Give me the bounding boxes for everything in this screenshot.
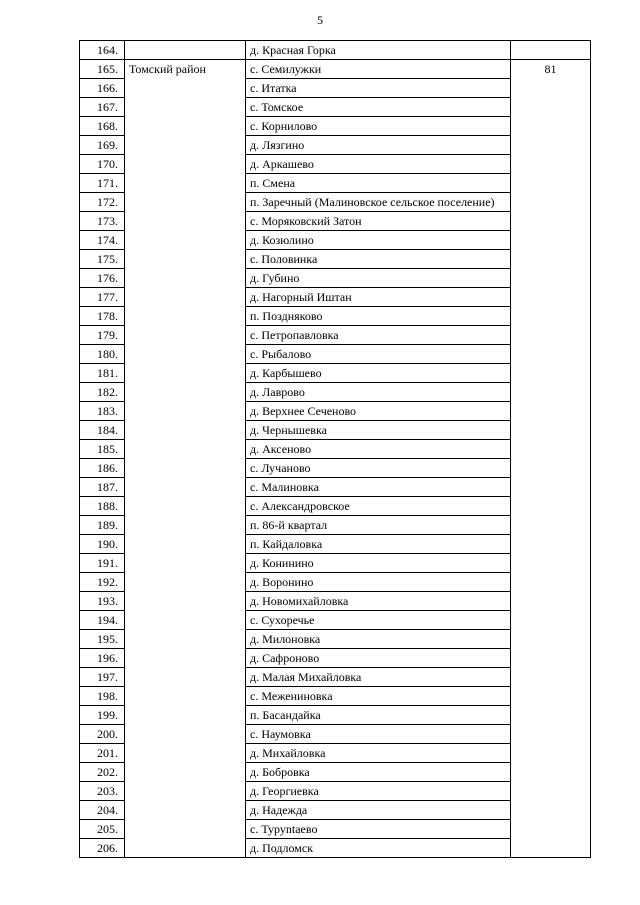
row-number: 197.	[80, 668, 125, 687]
row-number: 164.	[80, 41, 125, 60]
row-number: 204.	[80, 801, 125, 820]
row-number: 180.	[80, 345, 125, 364]
table-body	[80, 41, 591, 858]
settlement-name: с. Сухоречье	[246, 611, 511, 630]
row-number: 182.	[80, 383, 125, 402]
settlement-name: п. 86-й квартал	[246, 516, 511, 535]
row-number: 177.	[80, 288, 125, 307]
row-number: 202.	[80, 763, 125, 782]
settlement-name: с. Петропавловка	[246, 326, 511, 345]
row-number: 184.	[80, 421, 125, 440]
row-number: 172.	[80, 193, 125, 212]
row-number: 191.	[80, 554, 125, 573]
settlement-name: д. Верхнее Сеченово	[246, 402, 511, 421]
settlement-name: с. Александровское	[246, 497, 511, 516]
settlement-name: с. Томское	[246, 98, 511, 117]
settlement-name: с. Межениновка	[246, 687, 511, 706]
row-number: 193.	[80, 592, 125, 611]
row-number: 189.	[80, 516, 125, 535]
settlement-name: д. Новомихайловка	[246, 592, 511, 611]
row-number: 171.	[80, 174, 125, 193]
row-number: 188.	[80, 497, 125, 516]
row-number: 200.	[80, 725, 125, 744]
settlement-name: д. Чернышевка	[246, 421, 511, 440]
district-value: 81	[511, 60, 591, 858]
settlement-name: д. Милоновка	[246, 630, 511, 649]
row-number: 194.	[80, 611, 125, 630]
settlement-name: с. Туруntaeво	[246, 820, 511, 839]
row-number: 174.	[80, 231, 125, 250]
settlement-name: д. Нагорный Иштан	[246, 288, 511, 307]
row-number: 176.	[80, 269, 125, 288]
settlement-name: с. Малиновка	[246, 478, 511, 497]
settlement-name: д. Красная Горка	[246, 41, 511, 60]
settlement-name: д. Малая Михайловка	[246, 668, 511, 687]
row-number: 179.	[80, 326, 125, 345]
row-number: 183.	[80, 402, 125, 421]
row-number: 195.	[80, 630, 125, 649]
settlement-name: д. Лязгино	[246, 136, 511, 155]
settlement-name: д. Михайловка	[246, 744, 511, 763]
row-number: 205.	[80, 820, 125, 839]
settlement-name: с. Корнилово	[246, 117, 511, 136]
settlement-name: д. Георгиевка	[246, 782, 511, 801]
row-number: 203.	[80, 782, 125, 801]
value-cell-empty	[511, 41, 591, 60]
settlement-name: д. Карбышево	[246, 364, 511, 383]
row-number: 192.	[80, 573, 125, 592]
settlement-name: с. Итатка	[246, 79, 511, 98]
row-number: 168.	[80, 117, 125, 136]
settlement-name: д. Бобровка	[246, 763, 511, 782]
row-number: 169.	[80, 136, 125, 155]
settlement-name: п. Поздняково	[246, 307, 511, 326]
row-number: 206.	[80, 839, 125, 858]
settlements-table	[79, 40, 591, 858]
row-number: 187.	[80, 478, 125, 497]
row-number: 190.	[80, 535, 125, 554]
district-name: Томский район	[125, 60, 246, 858]
settlement-name: д. Подломск	[246, 839, 511, 858]
row-number: 178.	[80, 307, 125, 326]
row-number: 181.	[80, 364, 125, 383]
settlement-name: п. Кайдаловка	[246, 535, 511, 554]
settlement-name: с. Семилужки	[246, 60, 511, 79]
page-number: 5	[317, 13, 323, 27]
district-cell-empty	[125, 41, 246, 60]
row-number: 170.	[80, 155, 125, 174]
row-number: 166.	[80, 79, 125, 98]
settlement-name: д. Лаврово	[246, 383, 511, 402]
row-number: 165.	[80, 60, 125, 79]
settlement-name: с. Моряковский Затон	[246, 212, 511, 231]
settlement-name: п. Смена	[246, 174, 511, 193]
row-number: 186.	[80, 459, 125, 478]
settlement-name: с. Лучаново	[246, 459, 511, 478]
settlement-name: д. Сафроново	[246, 649, 511, 668]
table-row	[80, 41, 591, 60]
settlement-name: п. Басандайка	[246, 706, 511, 725]
settlement-name: д. Воронино	[246, 573, 511, 592]
settlement-name: д. Аркашево	[246, 155, 511, 174]
row-number: 185.	[80, 440, 125, 459]
settlement-name: п. Заречный (Малиновское сельское поселение)	[246, 193, 511, 212]
settlement-name: д. Конинино	[246, 554, 511, 573]
row-number: 201.	[80, 744, 125, 763]
row-number: 199.	[80, 706, 125, 725]
row-number: 175.	[80, 250, 125, 269]
settlement-name: д. Надежда	[246, 801, 511, 820]
settlement-name: с. Наумовка	[246, 725, 511, 744]
row-number: 167.	[80, 98, 125, 117]
row-number: 196.	[80, 649, 125, 668]
settlement-name: д. Козюлино	[246, 231, 511, 250]
settlement-name: д. Аксеново	[246, 440, 511, 459]
row-number: 198.	[80, 687, 125, 706]
row-number: 173.	[80, 212, 125, 231]
table-row	[80, 60, 591, 79]
settlement-name: с. Рыбалово	[246, 345, 511, 364]
settlement-name: с. Половинка	[246, 250, 511, 269]
settlement-name: д. Губино	[246, 269, 511, 288]
